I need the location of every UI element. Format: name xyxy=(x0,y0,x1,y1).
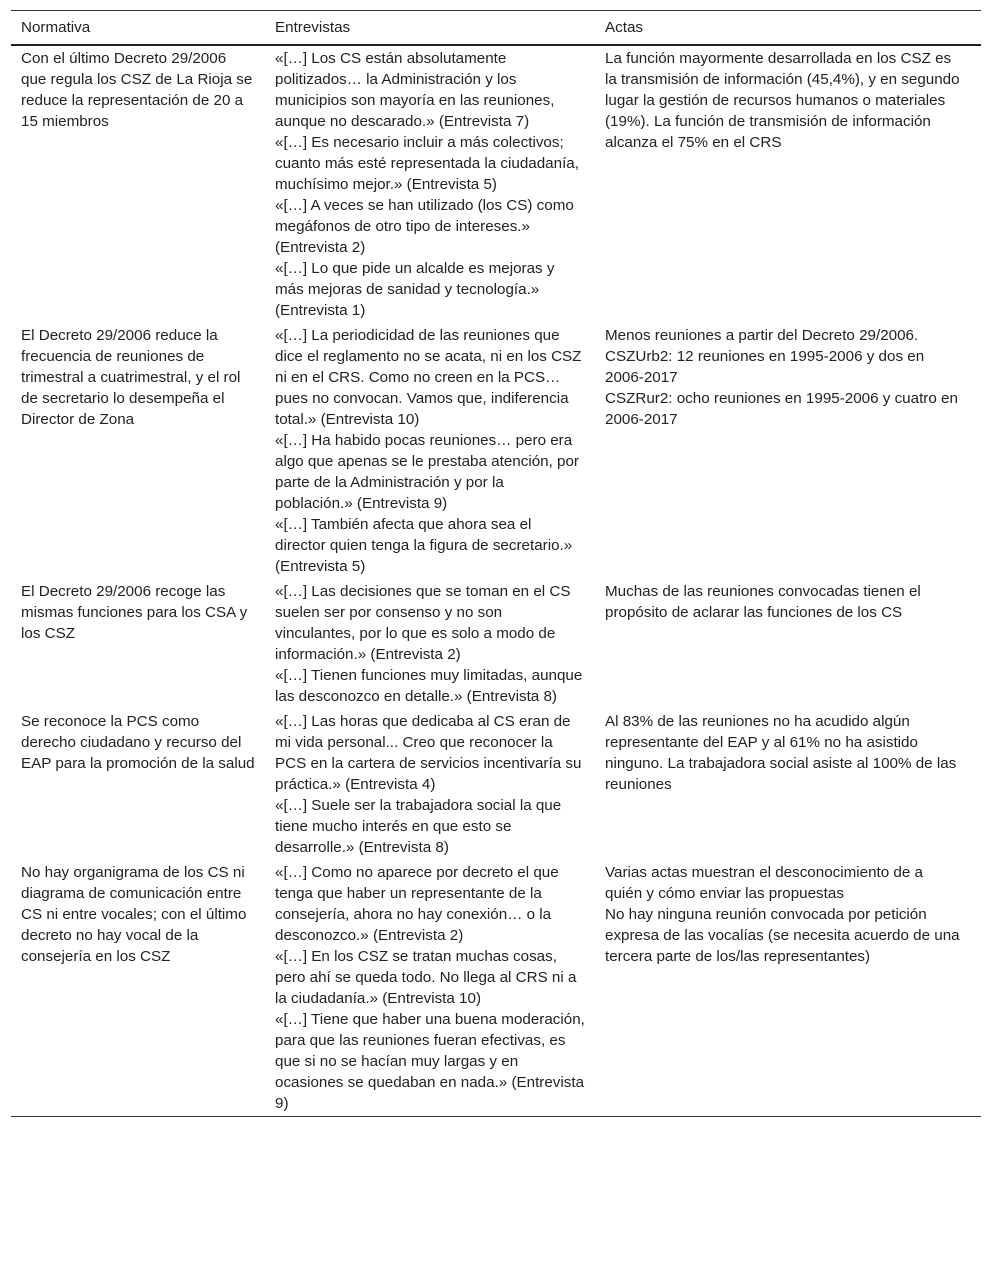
interview-quote: «[…] A veces se han utilizado (los CS) como megáfonos de otro tipo de intereses.» (Entrevista 2) xyxy=(275,197,574,256)
entrevistas-cell xyxy=(265,709,595,860)
normativa-cell: No hay organigrama de los CS ni diagrama de comunicación entre CS ni entre vocales; con el último decreto no hay vocal de la consejería en los CSZ xyxy=(11,860,265,1117)
header-entrevistas: Entrevistas xyxy=(265,11,595,46)
actas-cell xyxy=(595,323,981,579)
actas-text: No hay ninguna reunión convocada por petición expresa de las vocalías (se necesita acuerdo de una tercera parte de los/las representantes) xyxy=(605,906,960,965)
actas-text: La función mayormente desarrollada en los CSZ es la transmisión de información (45,4%), y en segundo lugar la gestión de recursos humanos o materiales (19%). La función de transmisión de información alcanza el 75% en el CRS xyxy=(605,50,960,151)
interview-quote: «[…] Lo que pide un alcalde es mejoras y más mejoras de sanidad y tecnología.» (Entrevista 1) xyxy=(275,260,555,319)
interview-quote: «[…] Tiene que haber una buena moderación, para que las reuniones fueran efectivas, es que si no se hacían muy largas y en ocasiones se quedaban en nada.» (Entrevista 9) xyxy=(275,1011,585,1112)
actas-text: Al 83% de las reuniones no ha acudido algún representante del EAP y al 61% no ha asistido ninguno. La trabajadora social asiste al 100% de las reuniones xyxy=(605,713,957,793)
actas-text: Muchas de las reuniones convocadas tienen el propósito de aclarar las funciones de los CS xyxy=(605,583,921,621)
actas-text: Varias actas muestran el desconocimiento de a quién y cómo enviar las propuestas xyxy=(605,864,923,902)
normativa-cell: El Decreto 29/2006 reduce la frecuencia de reuniones de trimestral a cuatrimestral, y el rol de secretario lo desempeña el Director de Zona xyxy=(21,327,241,428)
header-row xyxy=(11,11,981,46)
entrevistas-cell xyxy=(265,45,595,323)
header-actas: Actas xyxy=(595,11,981,46)
actas-cell xyxy=(595,709,981,860)
interview-quote: «[…] También afecta que ahora sea el director quien tenga la figura de secretario.» (Entrevista 5) xyxy=(275,516,573,575)
entrevistas-cell xyxy=(265,323,595,579)
normativa-cell: El Decreto 29/2006 recoge las mismas funciones para los CSA y los CSZ xyxy=(21,583,248,642)
interview-quote: «[…] Las decisiones que se toman en el CS suelen ser por consenso y no son vinculantes, por lo que es solo a modo de información.» (Entrevista 2) xyxy=(275,583,571,663)
normativa-cell: Con el último Decreto 29/2006 que regula los CSZ de La Rioja se reduce la representación de 20 a 15 miembros xyxy=(21,50,253,130)
normativa-cell: Se reconoce la PCS como derecho ciudadano y recurso del EAP para la promoción de la salud xyxy=(21,713,255,772)
interview-quote: «[…] Suele ser la trabajadora social la que tiene mucho interés en que esto se desarrolle.» (Entrevista 8) xyxy=(275,797,562,856)
table-row xyxy=(11,709,981,860)
header-normativa: Normativa xyxy=(11,11,265,46)
table-row xyxy=(11,860,981,1117)
table-container xyxy=(11,10,981,1117)
interview-quote: «[…] Tienen funciones muy limitadas, aunque las desconozco en detalle.» (Entrevista 8) xyxy=(275,667,583,705)
table-row xyxy=(11,579,981,709)
actas-cell xyxy=(595,579,981,709)
actas-text: CSZUrb2: 12 reuniones en 1995-2006 y dos en 2006-2017 xyxy=(605,348,925,386)
table-row xyxy=(11,323,981,579)
interview-quote: «[…] Ha habido pocas reuniones… pero era algo que apenas se le prestaba atención, por parte de la Administración y por la población.» (Entrevista 9) xyxy=(275,432,579,512)
table-row xyxy=(11,45,981,323)
entrevistas-cell xyxy=(265,579,595,709)
entrevistas-cell xyxy=(265,860,595,1117)
table-header xyxy=(11,11,981,46)
interview-quote: «[…] Los CS están absolutamente politizados… la Administración y los municipios son mayoría en las reuniones, aunque no descarado.» (Entrevista 7) xyxy=(275,50,555,130)
interview-quote: «[…] Como no aparece por decreto el que tenga que haber un representante de la consejería, ahora no hay conexión… o la desconozco.» (Entrevista 2) xyxy=(275,864,559,944)
actas-text: CSZRur2: ocho reuniones en 1995-2006 y cuatro en 2006-2017 xyxy=(605,390,958,428)
data-table xyxy=(11,10,981,1117)
table-body xyxy=(11,45,981,1117)
actas-text: Menos reuniones a partir del Decreto 29/2006. xyxy=(605,327,919,344)
interview-quote: «[…] Las horas que dedicaba al CS eran de mi vida personal... Creo que reconocer la PCS en la cartera de servicios incentivaría su práctica.» (Entrevista 4) xyxy=(275,713,582,793)
interview-quote: «[…] La periodicidad de las reuniones que dice el reglamento no se acata, ni en los CSZ ni en el CRS. Como no creen en la PCS… pues no convocan. Vamos que, indiferencia total.» (Entrevista 10) xyxy=(275,327,582,428)
interview-quote: «[…] En los CSZ se tratan muchas cosas, pero ahí se queda todo. No llega al CRS ni a la ciudadanía.» (Entrevista 10) xyxy=(275,948,577,1007)
interview-quote: «[…] Es necesario incluir a más colectivos; cuanto más esté representada la ciudadanía, muchísimo mejor.» (Entrevista 5) xyxy=(275,134,579,193)
actas-cell xyxy=(595,45,981,323)
actas-cell xyxy=(595,860,981,1117)
